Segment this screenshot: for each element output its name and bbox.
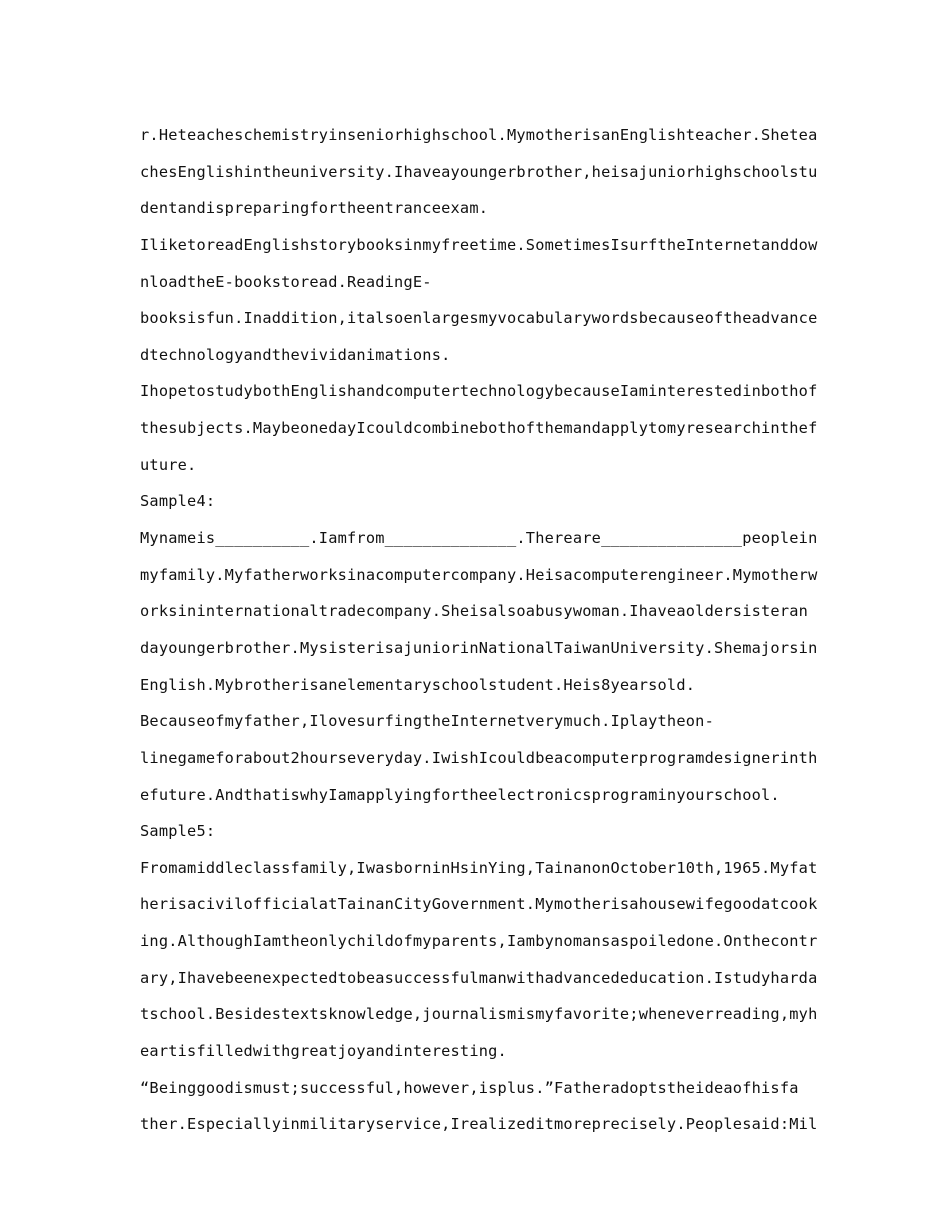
- text-line: dayoungerbrother.MysisterisajuniorinNationalTaiwanUniversity.Shemajorsin: [140, 638, 818, 657]
- text-line: English.Mybrotherisanelementaryschoolstudent.Heis8yearsold.: [140, 675, 696, 694]
- text-line: efuture.AndthatiswhyIamapplyingfortheelectronicsprograminyourschool.: [140, 785, 780, 804]
- text-line: nloadtheE-bookstoread.ReadingE-: [140, 272, 432, 291]
- text-line: r.Heteacheschemistryinseniorhighschool.MymotherisanEnglishteacher.Shetea: [140, 126, 818, 144]
- section-heading: Sample5:: [140, 822, 216, 841]
- text-line: uture.: [140, 455, 197, 474]
- text-line: ing.AlthoughIamtheonlychildofmyparents,Iambynomansaspoiledone.Onthecontr: [140, 932, 818, 951]
- text-line: “Beinggoodismust;successful,however,isplus.”Fatheradoptstheideaofhisfa: [140, 1078, 799, 1097]
- text-line: dentandispreparingfortheentranceexam.: [140, 199, 489, 218]
- text-line: dtechnologyandthevividanimations.: [140, 345, 451, 364]
- text-line: Fromamiddleclassfamily,IwasborninHsinYing,TainanonOctober10th,1965.Myfat: [140, 858, 818, 877]
- text-line: orksininternationaltradecompany.Sheisalsoabusywoman.Ihaveaoldersisteran: [140, 602, 809, 621]
- text-line: Becauseofmyfather,IlovesurfingtheInternetverymuch.Iplaytheon-: [140, 712, 714, 731]
- text-line: ther.Especiallyinmilitaryservice,Irealizeditmoreprecisely.Peoplesaid:Mil: [140, 1115, 818, 1134]
- text-line: chesEnglishintheuniversity.Ihaveayoungerbrother,heisajuniorhighschoolstu: [140, 162, 818, 181]
- text-line: IhopetostudybothEnglishandcomputertechnologybecauseIaminterestedinbothof: [140, 382, 818, 401]
- text-line: myfamily.Myfatherworksinacomputercompany.Heisacomputerengineer.Mymotherw: [140, 565, 818, 584]
- text-line: booksisfun.Inaddition,italsoenlargesmyvocabularywordsbecauseoftheadvance: [140, 309, 818, 328]
- text-line: Mynameis__________.Iamfrom______________.Thereare_______________peoplein: [140, 529, 818, 548]
- text-line: herisacivilofficialatTainanCityGovernment.Mymotherisahousewifegoodatcook: [140, 895, 818, 914]
- text-line: IliketoreadEnglishstorybooksinmyfreetime.SometimesIsurftheInternetanddow: [140, 235, 818, 254]
- text-line: thesubjects.MaybeonedayIcouldcombinebothofthemandapplytomyresearchinthef: [140, 419, 818, 438]
- text-line: tschool.Besidestextsknowledge,journalismismyfavorite;wheneverreading,myh: [140, 1005, 818, 1024]
- section-heading: Sample4:: [140, 492, 216, 511]
- document-body: [140, 117, 818, 1143]
- text-line: ary,Ihavebeenexpectedtobeasuccessfulmanwithadvancededucation.Istudyharda: [140, 968, 818, 987]
- text-line: linegameforabout2hourseveryday.IwishIcouldbeacomputerprogramdesignerinth: [140, 748, 818, 767]
- text-line: eartisfilledwithgreatjoyandinteresting.: [140, 1042, 507, 1061]
